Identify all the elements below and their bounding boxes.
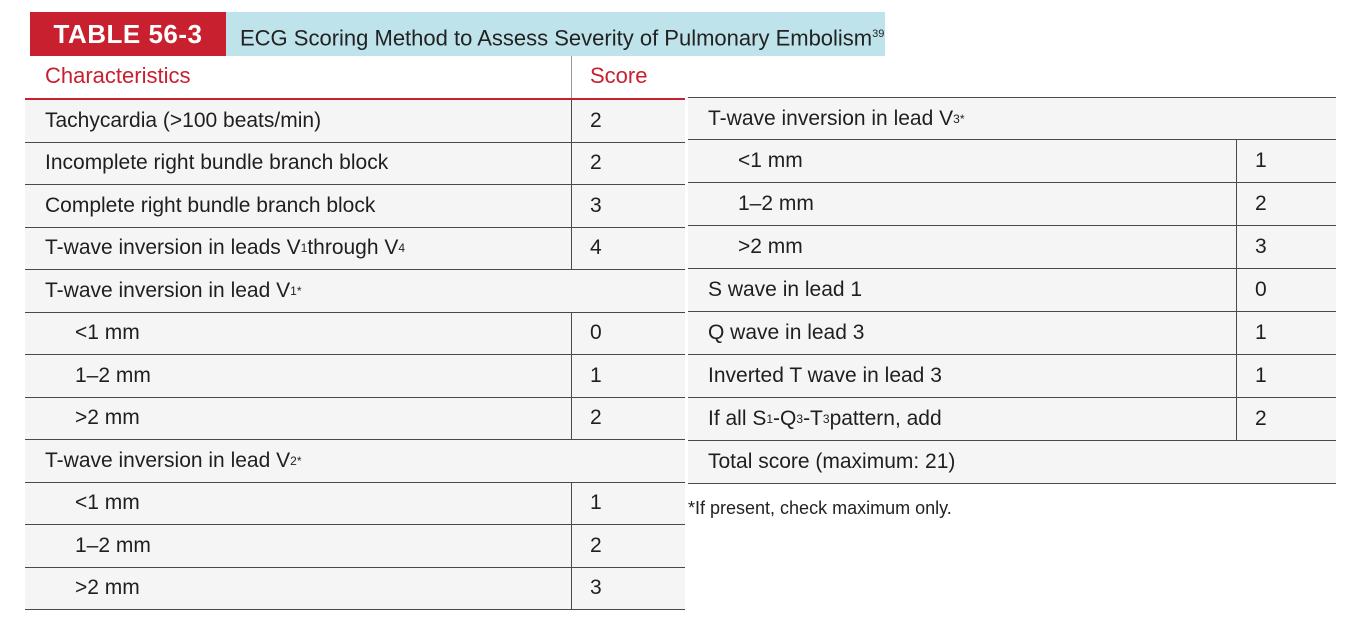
row-label: Inverted T wave in lead 3: [708, 364, 942, 387]
section-row: [25, 440, 685, 483]
row-label: <1 mm: [75, 321, 140, 345]
total-score-label: Total score (maximum: 21): [708, 450, 956, 473]
total-score-row: [688, 441, 1336, 484]
table-row: [688, 183, 1336, 226]
row-label: >2 mm: [75, 406, 140, 430]
section-label: T-wave inversion in lead V 2 *: [45, 448, 302, 472]
right-table-panel: [688, 97, 1336, 484]
row-label: 1–2 mm: [75, 533, 151, 557]
table-row: [688, 269, 1336, 312]
section-label: T-wave inversion in lead V 3 *: [708, 106, 965, 130]
table-row: [688, 355, 1336, 398]
row-score: 3: [571, 568, 685, 610]
row-score: 2: [571, 398, 685, 440]
table-row: [25, 313, 685, 356]
row-label: 1–2 mm: [738, 192, 814, 215]
row-label: Q wave in lead 3: [708, 321, 865, 344]
column-characteristics: Characteristics: [45, 63, 191, 88]
row-score: 0: [1236, 269, 1336, 311]
table-row: [688, 398, 1336, 441]
section-row: [25, 270, 685, 313]
row-label: Tachycardia (>100 beats/min): [45, 108, 322, 132]
row-label: <1 mm: [75, 491, 140, 515]
row-label: T-wave inversion in leads V 1 through V 4: [45, 236, 406, 260]
row-score: 1: [571, 355, 685, 397]
table-row: [25, 398, 685, 441]
table-row: [688, 226, 1336, 269]
table-row: [25, 355, 685, 398]
table-row: [688, 140, 1336, 183]
row-label: 1–2 mm: [75, 363, 151, 387]
row-score: 2: [1236, 183, 1336, 225]
column-header: [25, 56, 685, 100]
row-score: 3: [1236, 226, 1336, 268]
row-score: 1: [1236, 312, 1336, 354]
table-header: [25, 12, 885, 56]
table-row: [25, 100, 685, 143]
row-score: 0: [571, 313, 685, 355]
row-label: Complete right bundle branch block: [45, 193, 376, 217]
left-table-panel: [25, 100, 685, 610]
row-score: 2: [571, 525, 685, 567]
row-score: 1: [1236, 355, 1336, 397]
row-score: 2: [1236, 398, 1336, 440]
table-row: [25, 525, 685, 568]
column-score: Score: [571, 56, 685, 98]
row-score: 1: [1236, 140, 1336, 182]
row-score: 2: [571, 143, 685, 185]
row-label: Incomplete right bundle branch block: [45, 151, 389, 175]
row-score: 2: [571, 100, 685, 142]
row-score: 4: [571, 228, 685, 270]
table-row: [25, 228, 685, 271]
table-row: [688, 312, 1336, 355]
row-label: S wave in lead 1: [708, 278, 863, 301]
row-score: 1: [571, 483, 685, 525]
row-label: If all S 1 -Q 3 -T 3 pattern, add: [708, 407, 942, 430]
section-label: T-wave inversion in lead V 1 *: [45, 278, 302, 302]
table-number: TABLE 56-3: [30, 12, 226, 56]
row-label: >2 mm: [75, 576, 140, 600]
row-label: <1 mm: [738, 149, 803, 172]
table-footnote: *If present, check maximum only.: [688, 498, 952, 518]
table-row: [25, 568, 685, 611]
row-label: >2 mm: [738, 235, 803, 258]
table-row: [25, 185, 685, 228]
table-row: [25, 483, 685, 526]
table-row: [25, 143, 685, 186]
section-row: [688, 97, 1336, 140]
row-score: 3: [571, 185, 685, 227]
table-title: ECG Scoring Method to Assess Severity of Pulmonary Embolism$^{39}$: [226, 12, 885, 56]
